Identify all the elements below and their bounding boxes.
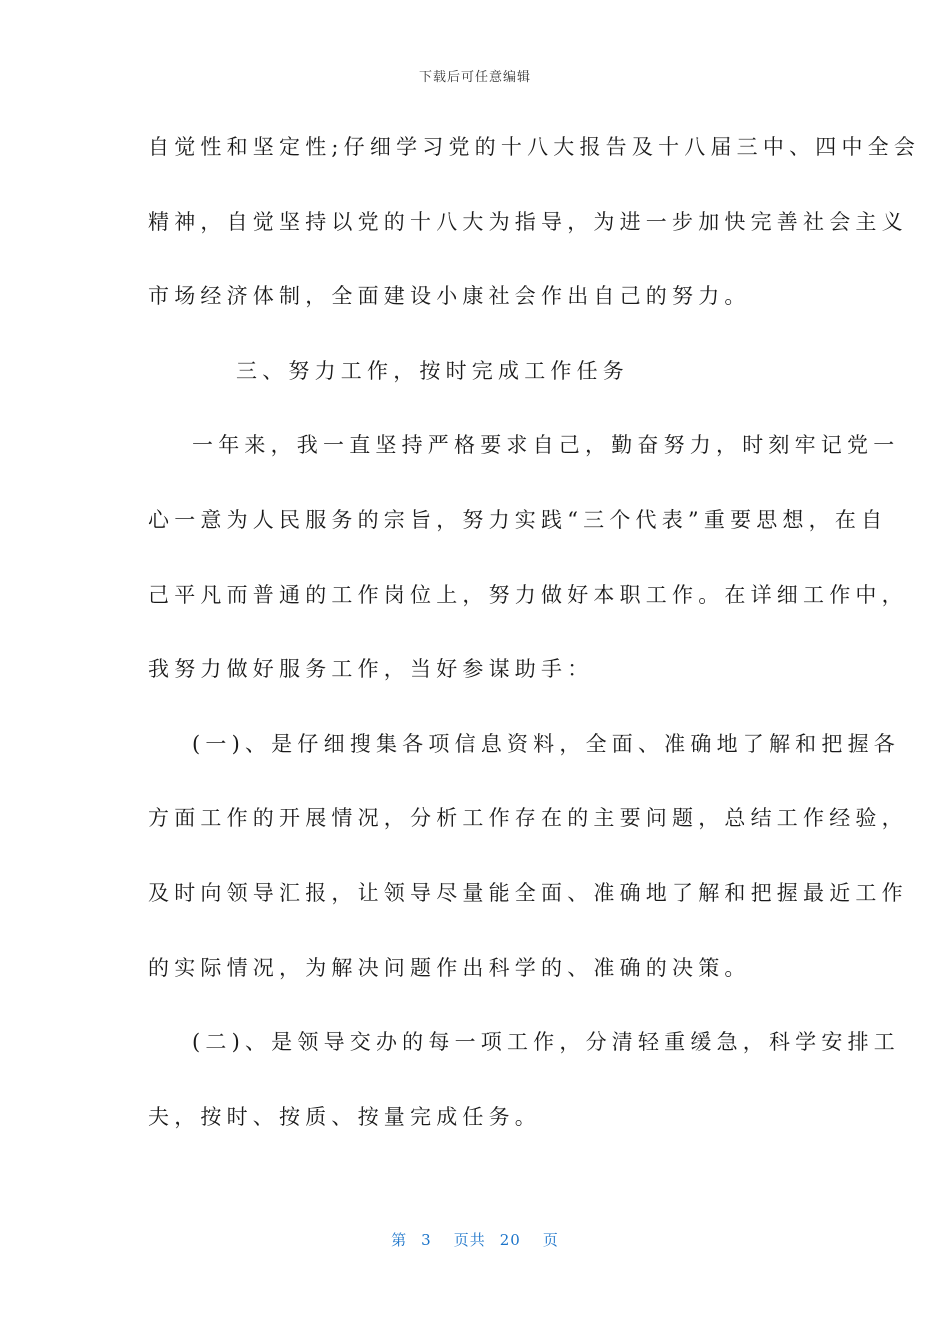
text-line: 三、努力工作，按时完成工作任务: [236, 358, 629, 383]
text-line: 自觉性和坚定性;仔细学习党的十八大报告及十八届三中、四中全会: [148, 135, 921, 159]
page-header: 下载后可任意编辑: [418, 70, 531, 85]
page-number-middle: 页共: [453, 1231, 486, 1249]
text-line: 己平凡而普通的工作岗位上，努力做好本职工作。在详细工作中，: [148, 582, 908, 607]
text-line: (一)、是仔细搜集各项信息资料，全面、准确地了解和把握各: [192, 731, 900, 756]
text-line: 精神，自觉坚持以党的十八大为指导，为进一步加快完善社会主义: [148, 209, 908, 234]
page-number-prefix: 第: [391, 1231, 408, 1249]
document-body: [148, 125, 921, 1169]
text-line: 的实际情况，为解决问题作出科学的、准确的决策。: [148, 955, 751, 980]
text-line: 及时向领导汇报，让领导尽量能全面、准确地了解和把握最近工作: [148, 880, 908, 905]
total-pages-number: 20: [499, 1231, 521, 1249]
page-number-suffix: 页: [542, 1231, 559, 1249]
text-line: (二)、是领导交办的每一项工作，分清轻重缓急，科学安排工: [192, 1030, 900, 1055]
page-footer: [0, 1229, 950, 1250]
text-line: 夫，按时、按质、按量完成任务。: [148, 1104, 541, 1129]
text-line: 方面工作的开展情况，分析工作存在的主要问题，总结工作经验，: [148, 806, 908, 831]
text-line: 市场经济体制，全面建设小康社会作出自己的努力。: [148, 284, 751, 309]
text-line: 我努力做好服务工作，当好参谋助手：: [148, 657, 594, 682]
text-line: 一年来，我一直坚持严格要求自己，勤奋努力，时刻牢记党一: [192, 433, 900, 458]
current-page-number: 3: [421, 1231, 432, 1249]
text-line: 心一意为人民服务的宗旨，努力实践“三个代表”重要思想，在自: [148, 507, 888, 532]
